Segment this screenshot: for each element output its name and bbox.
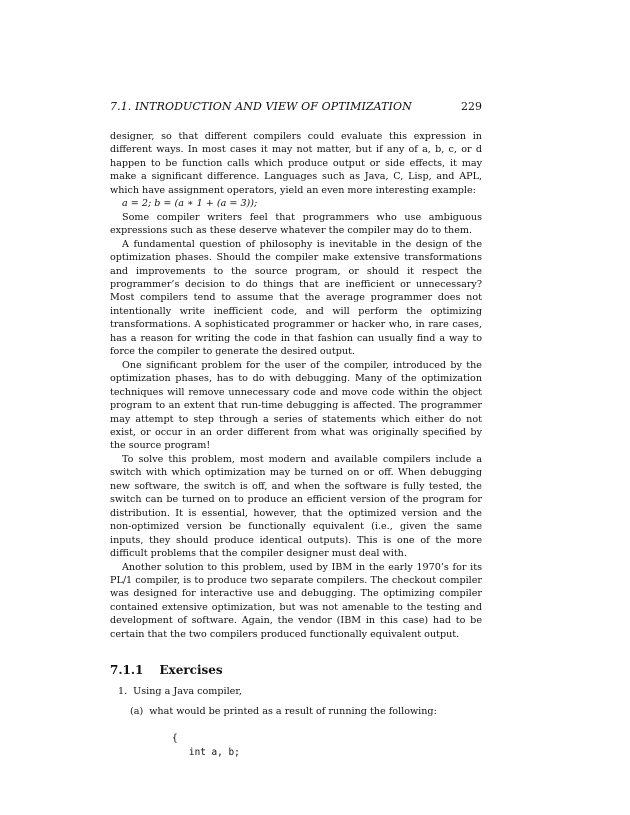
- body-text: [110, 130, 482, 641]
- exercise-text: Using a Java compiler,: [133, 686, 242, 698]
- assignment-example: a = 2; b = (a ∗ 1 + (a = 3));: [122, 198, 258, 210]
- paragraph-debugging: One significant problem for the user of the compiler, introduced by the optimization phases, has to do with debugging. Many of the optimization techniques will remove unnecessary code and move code within the object program to an extent that run-time debugging is affected. The programmer may attempt to step through a series of statements which either do not exist, or occur in an order different from what was originally specified by the source program!: [110, 359, 482, 452]
- section-heading: [110, 662, 482, 678]
- exercise-number: 1.: [118, 686, 128, 698]
- page-number: 229: [461, 100, 482, 113]
- code-block: [172, 732, 482, 760]
- running-header: [110, 100, 482, 114]
- exercise-list: [110, 685, 482, 718]
- subitem-text: what would be printed as a result of running the following:: [149, 705, 437, 717]
- paragraph-continuation: designer, so that different compilers could evaluate this expression in different ways. In most cases it may not matter, but if any of a, b, c, or d happen to be function calls which produce output or side effects, it may make a significant difference. Languages such as Java, C, Lisp, and APL, which have assignment operators, yield an even more interesting example:: [110, 131, 482, 196]
- code-line: int a, b;: [172, 747, 240, 759]
- paragraph-ibm-solution: Another solution to this problem, used by IBM in the early 1970’s for its PL/1 compiler, is to produce two separate compilers. The checkout compiler was designed for interactive use and debugging. The optimizing compiler contained extensive optimization, but was not amenable to the testing and development of software. Again, the vendor (IBM in this case) had to be certain that the two compilers produced functionally equivalent output.: [110, 561, 482, 640]
- book-page: [110, 100, 482, 760]
- paragraph-optimization-switch: To solve this problem, most modern and available compilers include a switch with which optimization may be turned on or off. When debugging new software, the switch is off, and when the software is fully tested, the switch can be turned on to produce an efficient version of the program for distribution. It is essential, however, that the optimized version and the non-optimized version be functionally equivalent (i.e., given the same inputs, they should produce identical outputs). This is one of the more difficult problems that the compiler designer must deal with.: [110, 453, 482, 560]
- subitem-label: (a): [130, 705, 144, 717]
- running-title: 7.1. INTRODUCTION AND VIEW OF OPTIMIZATION: [110, 100, 412, 113]
- section-number: 7.1.1: [110, 663, 144, 678]
- exercise-item: [118, 685, 482, 698]
- paragraph-philosophy: A fundamental question of philosophy is inevitable in the design of the optimization phases. Should the compiler make extensive transformations and improvements to the source program, or should it respect the programmer’s decision to do things that are inefficient or unnecessary? Most compilers tend to assume that the average programmer does not intentionally write inefficient code, and will perform the optimizing transformations. A sophisticated programmer or hacker who, in rare cases, has a reason for writing the code in that fashion can usually find a way to force the compiler to generate the desired output.: [110, 238, 482, 358]
- exercise-subitem: [130, 705, 482, 718]
- section-title: Exercises: [159, 663, 223, 678]
- paragraph-compiler-writers: Some compiler writers feel that programmers who use ambiguous expressions such as these deserve whatever the compiler may do to them.: [110, 211, 482, 237]
- code-line: {: [172, 733, 178, 745]
